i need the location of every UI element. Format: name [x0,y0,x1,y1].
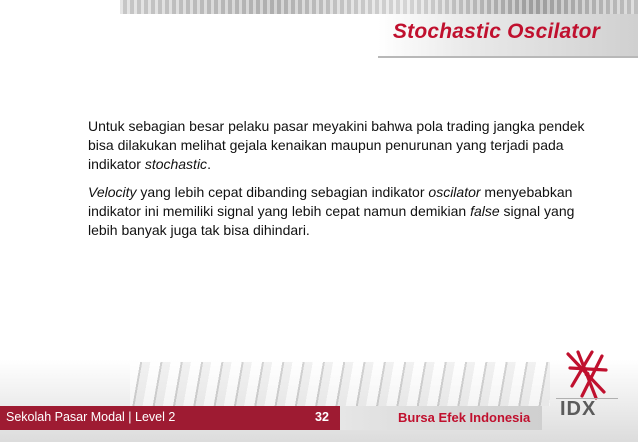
slide-body [88,117,588,249]
course-label: Sekolah Pasar Modal | Level 2 [6,410,176,424]
paragraph-1 [88,117,588,174]
term-false: false [470,203,500,219]
title-divider [378,56,638,58]
paragraph-2-text-2: menyebabkan indikator ini memiliki signal yang lebih cepat namun demikian [88,184,573,219]
term-stochastic: stochastic [144,156,208,172]
idx-logo-icon [562,346,612,402]
paragraph-1-text: Untuk sebagian besar pelaku pasar meyakini bahwa pola trading jangka pendek bisa dilakukan melihat gejala kenaikan maupun penurunan yang terjadi pada indikator [88,118,585,172]
paragraph-1-end: . [207,156,211,172]
term-velocity: Velocity [88,184,137,200]
page-number: 32 [315,410,329,424]
paragraph-2-text-3: signal yang lebih banyak juga tak bisa dihindari. [88,203,575,238]
slide-title: Stochastic Oscilator [392,20,600,43]
term-oscilator: oscilator [428,184,481,200]
header-banner [120,0,638,14]
paragraph-2 [88,183,588,240]
idx-logo-text: IDX [560,398,597,420]
paragraph-2-text-1: yang lebih cepat dibanding sebagian indikator [136,184,429,200]
footer-keyboard-image [130,362,550,406]
organization-name: Bursa Efek Indonesia [398,410,531,425]
